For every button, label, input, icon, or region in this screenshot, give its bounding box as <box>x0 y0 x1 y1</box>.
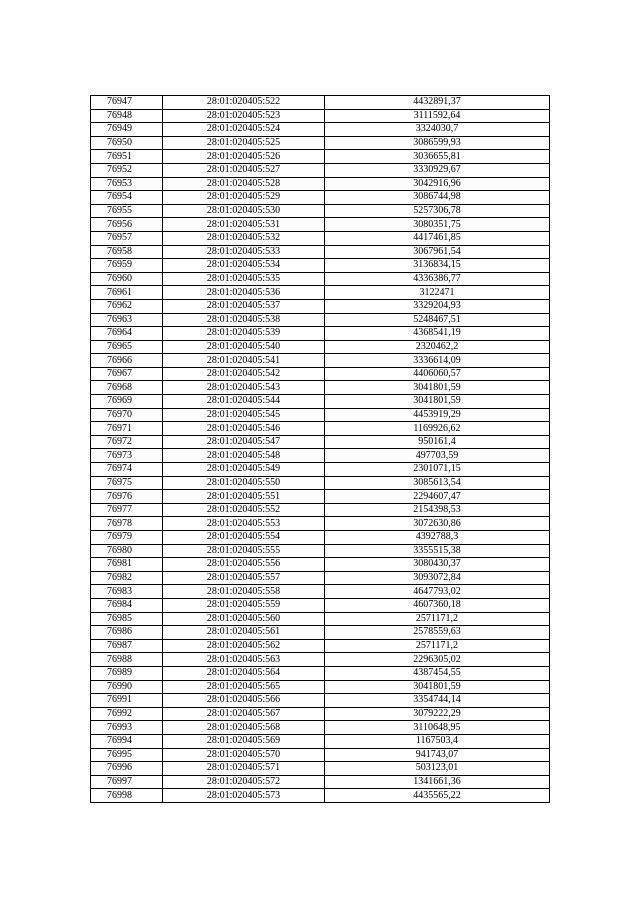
value-cell: 3072630,86 <box>325 517 550 531</box>
value-cell: 497703,59 <box>325 449 550 463</box>
row-number-cell: 76996 <box>91 762 163 776</box>
value-cell: 1341661,36 <box>325 775 550 789</box>
cadastral-number-cell: 28:01:020405:544 <box>163 395 325 409</box>
row-number-cell: 76969 <box>91 395 163 409</box>
value-cell: 2296305,02 <box>325 653 550 667</box>
row-number-cell: 76991 <box>91 694 163 708</box>
cadastral-number-cell: 28:01:020405:526 <box>163 150 325 164</box>
value-cell: 3041801,59 <box>325 395 550 409</box>
cadastral-number-cell: 28:01:020405:535 <box>163 272 325 286</box>
table-row <box>91 721 550 735</box>
value-cell: 3136834,15 <box>325 259 550 273</box>
value-cell: 3041801,59 <box>325 680 550 694</box>
cadastral-number-cell: 28:01:020405:530 <box>163 204 325 218</box>
table-row <box>91 259 550 273</box>
table-row <box>91 707 550 721</box>
cadastral-number-cell: 28:01:020405:555 <box>163 544 325 558</box>
row-number-cell: 76978 <box>91 517 163 531</box>
row-number-cell: 76980 <box>91 544 163 558</box>
value-cell: 3093072,84 <box>325 571 550 585</box>
value-cell: 3036655,81 <box>325 150 550 164</box>
table-row <box>91 422 550 436</box>
table-row <box>91 558 550 572</box>
table-row <box>91 517 550 531</box>
row-number-cell: 76955 <box>91 204 163 218</box>
value-cell: 5257306,78 <box>325 204 550 218</box>
table-row <box>91 531 550 545</box>
table-row <box>91 354 550 368</box>
cadastral-number-cell: 28:01:020405:547 <box>163 435 325 449</box>
value-cell: 2571171,2 <box>325 612 550 626</box>
data-table <box>90 95 550 803</box>
table-row <box>91 490 550 504</box>
value-cell: 3079222,29 <box>325 707 550 721</box>
value-cell: 3080430,37 <box>325 558 550 572</box>
value-cell: 3086744,98 <box>325 191 550 205</box>
row-number-cell: 76954 <box>91 191 163 205</box>
row-number-cell: 76984 <box>91 598 163 612</box>
row-number-cell: 76957 <box>91 231 163 245</box>
table-row <box>91 286 550 300</box>
value-cell: 4453919,29 <box>325 408 550 422</box>
cadastral-number-cell: 28:01:020405:552 <box>163 503 325 517</box>
cadastral-number-cell: 28:01:020405:539 <box>163 327 325 341</box>
cadastral-number-cell: 28:01:020405:548 <box>163 449 325 463</box>
cadastral-number-cell: 28:01:020405:525 <box>163 136 325 150</box>
table-row <box>91 476 550 490</box>
cadastral-number-cell: 28:01:020405:543 <box>163 381 325 395</box>
value-cell: 2578559,63 <box>325 626 550 640</box>
cadastral-number-cell: 28:01:020405:570 <box>163 748 325 762</box>
cadastral-number-cell: 28:01:020405:556 <box>163 558 325 572</box>
row-number-cell: 76960 <box>91 272 163 286</box>
cadastral-number-cell: 28:01:020405:523 <box>163 109 325 123</box>
value-cell: 3042916,96 <box>325 177 550 191</box>
cadastral-number-cell: 28:01:020405:558 <box>163 585 325 599</box>
table-row <box>91 96 550 110</box>
table-row <box>91 340 550 354</box>
cadastral-number-cell: 28:01:020405:563 <box>163 653 325 667</box>
cadastral-number-cell: 28:01:020405:567 <box>163 707 325 721</box>
cadastral-number-cell: 28:01:020405:533 <box>163 245 325 259</box>
table-row <box>91 395 550 409</box>
row-number-cell: 76975 <box>91 476 163 490</box>
row-number-cell: 76965 <box>91 340 163 354</box>
value-cell: 4406060,57 <box>325 367 550 381</box>
row-number-cell: 76990 <box>91 680 163 694</box>
value-cell: 4368541,19 <box>325 327 550 341</box>
row-number-cell: 76963 <box>91 313 163 327</box>
value-cell: 1167503,4 <box>325 734 550 748</box>
row-number-cell: 76986 <box>91 626 163 640</box>
row-number-cell: 76973 <box>91 449 163 463</box>
cadastral-number-cell: 28:01:020405:562 <box>163 639 325 653</box>
table-row <box>91 136 550 150</box>
table-row <box>91 775 550 789</box>
cadastral-number-cell: 28:01:020405:538 <box>163 313 325 327</box>
row-number-cell: 76983 <box>91 585 163 599</box>
row-number-cell: 76992 <box>91 707 163 721</box>
row-number-cell: 76971 <box>91 422 163 436</box>
value-cell: 3067961,54 <box>325 245 550 259</box>
row-number-cell: 76952 <box>91 163 163 177</box>
value-cell: 4336386,77 <box>325 272 550 286</box>
cadastral-number-cell: 28:01:020405:527 <box>163 163 325 177</box>
cadastral-number-cell: 28:01:020405:537 <box>163 299 325 313</box>
cadastral-number-cell: 28:01:020405:553 <box>163 517 325 531</box>
row-number-cell: 76947 <box>91 96 163 110</box>
value-cell: 4607360,18 <box>325 598 550 612</box>
table-row <box>91 272 550 286</box>
value-cell: 3086599,93 <box>325 136 550 150</box>
value-cell: 2571171,2 <box>325 639 550 653</box>
table-row <box>91 408 550 422</box>
cadastral-number-cell: 28:01:020405:569 <box>163 734 325 748</box>
row-number-cell: 76987 <box>91 639 163 653</box>
table-row <box>91 612 550 626</box>
row-number-cell: 76964 <box>91 327 163 341</box>
table-row <box>91 544 550 558</box>
value-cell: 4432891,37 <box>325 96 550 110</box>
row-number-cell: 76950 <box>91 136 163 150</box>
cadastral-number-cell: 28:01:020405:565 <box>163 680 325 694</box>
row-number-cell: 76968 <box>91 381 163 395</box>
row-number-cell: 76995 <box>91 748 163 762</box>
value-cell: 2301071,15 <box>325 463 550 477</box>
table-row <box>91 734 550 748</box>
row-number-cell: 76959 <box>91 259 163 273</box>
table-row <box>91 177 550 191</box>
value-cell: 3111592,64 <box>325 109 550 123</box>
value-cell: 3336614,09 <box>325 354 550 368</box>
cadastral-number-cell: 28:01:020405:557 <box>163 571 325 585</box>
value-cell: 5248467,51 <box>325 313 550 327</box>
table-row <box>91 299 550 313</box>
row-number-cell: 76948 <box>91 109 163 123</box>
row-number-cell: 76985 <box>91 612 163 626</box>
table-row <box>91 367 550 381</box>
table-row <box>91 327 550 341</box>
cadastral-number-cell: 28:01:020405:522 <box>163 96 325 110</box>
cadastral-number-cell: 28:01:020405:572 <box>163 775 325 789</box>
row-number-cell: 76974 <box>91 463 163 477</box>
value-cell: 3330929,67 <box>325 163 550 177</box>
row-number-cell: 76949 <box>91 123 163 137</box>
value-cell: 503123,01 <box>325 762 550 776</box>
table-row <box>91 381 550 395</box>
cadastral-number-cell: 28:01:020405:528 <box>163 177 325 191</box>
value-cell: 3122471 <box>325 286 550 300</box>
table-row <box>91 231 550 245</box>
value-cell: 4387454,55 <box>325 666 550 680</box>
value-cell: 950161,4 <box>325 435 550 449</box>
table-row <box>91 598 550 612</box>
cadastral-number-cell: 28:01:020405:540 <box>163 340 325 354</box>
cadastral-number-cell: 28:01:020405:524 <box>163 123 325 137</box>
table-row <box>91 245 550 259</box>
table-row <box>91 571 550 585</box>
row-number-cell: 76958 <box>91 245 163 259</box>
value-cell: 4435565,22 <box>325 789 550 803</box>
value-cell: 3110648,95 <box>325 721 550 735</box>
table-row <box>91 653 550 667</box>
value-cell: 941743,07 <box>325 748 550 762</box>
table-row <box>91 150 550 164</box>
cadastral-number-cell: 28:01:020405:560 <box>163 612 325 626</box>
row-number-cell: 76993 <box>91 721 163 735</box>
cadastral-number-cell: 28:01:020405:529 <box>163 191 325 205</box>
cadastral-number-cell: 28:01:020405:554 <box>163 531 325 545</box>
data-table-body <box>91 96 550 803</box>
row-number-cell: 76977 <box>91 503 163 517</box>
row-number-cell: 76988 <box>91 653 163 667</box>
cadastral-number-cell: 28:01:020405:568 <box>163 721 325 735</box>
cadastral-number-cell: 28:01:020405:566 <box>163 694 325 708</box>
row-number-cell: 76997 <box>91 775 163 789</box>
row-number-cell: 76953 <box>91 177 163 191</box>
table-row <box>91 435 550 449</box>
row-number-cell: 76979 <box>91 531 163 545</box>
value-cell: 4647793,02 <box>325 585 550 599</box>
row-number-cell: 76976 <box>91 490 163 504</box>
cadastral-number-cell: 28:01:020405:531 <box>163 218 325 232</box>
table-row <box>91 694 550 708</box>
cadastral-number-cell: 28:01:020405:571 <box>163 762 325 776</box>
row-number-cell: 76966 <box>91 354 163 368</box>
value-cell: 3080351,75 <box>325 218 550 232</box>
table-row <box>91 123 550 137</box>
table-row <box>91 191 550 205</box>
cadastral-number-cell: 28:01:020405:542 <box>163 367 325 381</box>
cadastral-number-cell: 28:01:020405:551 <box>163 490 325 504</box>
table-row <box>91 463 550 477</box>
row-number-cell: 76981 <box>91 558 163 572</box>
cadastral-number-cell: 28:01:020405:561 <box>163 626 325 640</box>
cadastral-number-cell: 28:01:020405:532 <box>163 231 325 245</box>
table-row <box>91 762 550 776</box>
value-cell: 3324030,7 <box>325 123 550 137</box>
table-row <box>91 639 550 653</box>
table-row <box>91 163 550 177</box>
value-cell: 3329204,93 <box>325 299 550 313</box>
value-cell: 3355515,38 <box>325 544 550 558</box>
table-row <box>91 748 550 762</box>
value-cell: 4392788,3 <box>325 531 550 545</box>
value-cell: 3041801,59 <box>325 381 550 395</box>
row-number-cell: 76970 <box>91 408 163 422</box>
value-cell: 2320462,2 <box>325 340 550 354</box>
row-number-cell: 76998 <box>91 789 163 803</box>
table-row <box>91 449 550 463</box>
value-cell: 1169926,62 <box>325 422 550 436</box>
cadastral-number-cell: 28:01:020405:573 <box>163 789 325 803</box>
value-cell: 2154398,53 <box>325 503 550 517</box>
cadastral-number-cell: 28:01:020405:564 <box>163 666 325 680</box>
table-row <box>91 680 550 694</box>
cadastral-number-cell: 28:01:020405:534 <box>163 259 325 273</box>
value-cell: 3354744,14 <box>325 694 550 708</box>
row-number-cell: 76967 <box>91 367 163 381</box>
value-cell: 3085613,54 <box>325 476 550 490</box>
row-number-cell: 76994 <box>91 734 163 748</box>
row-number-cell: 76956 <box>91 218 163 232</box>
table-row <box>91 585 550 599</box>
cadastral-number-cell: 28:01:020405:550 <box>163 476 325 490</box>
row-number-cell: 76951 <box>91 150 163 164</box>
cadastral-number-cell: 28:01:020405:559 <box>163 598 325 612</box>
table-row <box>91 503 550 517</box>
cadastral-number-cell: 28:01:020405:536 <box>163 286 325 300</box>
cadastral-number-cell: 28:01:020405:541 <box>163 354 325 368</box>
table-row <box>91 218 550 232</box>
cadastral-number-cell: 28:01:020405:546 <box>163 422 325 436</box>
table-row <box>91 626 550 640</box>
table-row <box>91 789 550 803</box>
table-row <box>91 666 550 680</box>
cadastral-number-cell: 28:01:020405:549 <box>163 463 325 477</box>
table-row <box>91 204 550 218</box>
table-row <box>91 313 550 327</box>
value-cell: 2294607,47 <box>325 490 550 504</box>
row-number-cell: 76962 <box>91 299 163 313</box>
table-row <box>91 109 550 123</box>
row-number-cell: 76989 <box>91 666 163 680</box>
row-number-cell: 76961 <box>91 286 163 300</box>
row-number-cell: 76972 <box>91 435 163 449</box>
value-cell: 4417461,85 <box>325 231 550 245</box>
cadastral-number-cell: 28:01:020405:545 <box>163 408 325 422</box>
row-number-cell: 76982 <box>91 571 163 585</box>
